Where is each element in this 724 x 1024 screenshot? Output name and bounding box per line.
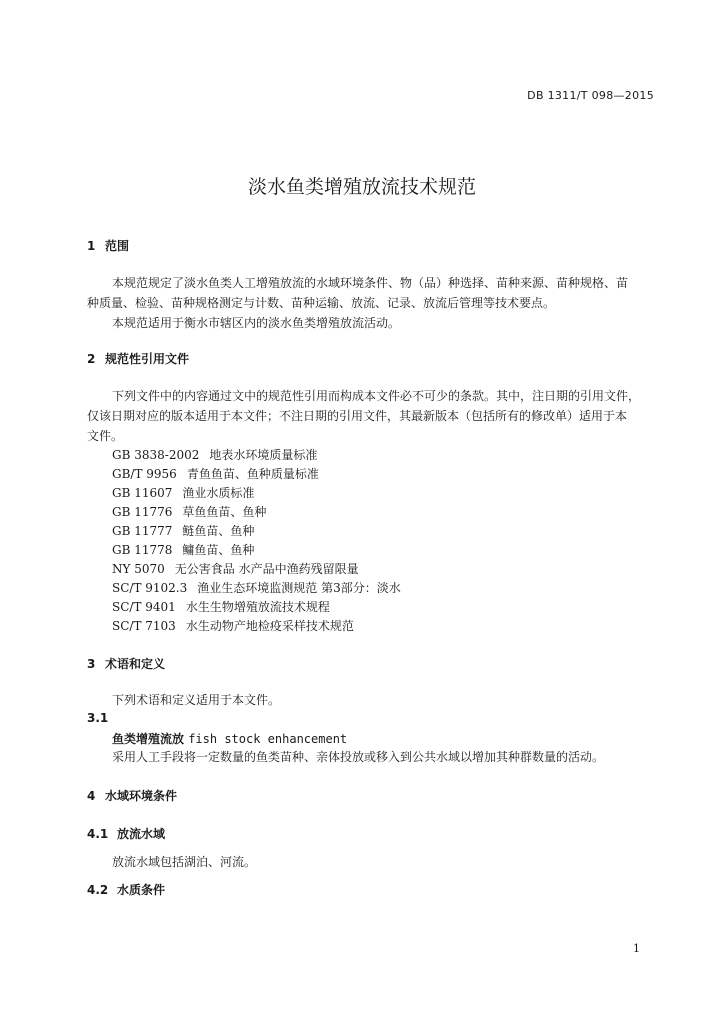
term-chinese: 鱼类增殖流放 bbox=[112, 732, 185, 746]
reference-item: NY 5070 无公害食品 水产品中渔药残留限量 bbox=[112, 562, 359, 576]
paragraph-line: 文件。 bbox=[87, 429, 124, 443]
term-definition: 采用人工手段将一定数量的鱼类苗种、亲体投放或移入到公共水域以增加其种群数量的活动。 bbox=[112, 750, 605, 764]
subsection-4-2-heading bbox=[87, 881, 165, 898]
section-number: 4 bbox=[87, 789, 96, 803]
paragraph-line: 本规范规定了淡水鱼类人工增殖放流的水域环境条件、物（品）种选择、苗种来源、苗种规格、苗 bbox=[112, 276, 629, 290]
paragraph-line: 仅该日期对应的版本适用于本文件；不注日期的引用文件，其最新版本（包括所有的修改单）适用于本 bbox=[87, 409, 628, 423]
term-entry bbox=[112, 730, 347, 747]
section-3-heading bbox=[87, 655, 165, 672]
reference-item: GB 11776 草鱼鱼苗、鱼种 bbox=[112, 505, 267, 519]
reference-item: SC/T 7103 水生动物产地检疫采样技术规范 bbox=[112, 619, 354, 633]
section-title: 范围 bbox=[105, 239, 130, 253]
document-number: DB 1311/T 098—2015 bbox=[527, 89, 654, 102]
subsection-4-1-heading bbox=[87, 825, 165, 842]
subsection-3-1-number: 3.1 bbox=[87, 711, 109, 725]
section-title: 术语和定义 bbox=[105, 657, 166, 671]
section-title: 规范性引用文件 bbox=[105, 352, 190, 366]
subsection-title: 水质条件 bbox=[117, 883, 166, 897]
term-english: fish stock enhancement bbox=[188, 732, 348, 746]
section-1-heading bbox=[87, 237, 129, 254]
reference-item: GB 11778 鳙鱼苗、鱼种 bbox=[112, 543, 255, 557]
reference-item: SC/T 9401 水生生物增殖放流技术规程 bbox=[112, 600, 330, 614]
page-number: 1 bbox=[633, 942, 640, 955]
paragraph-line: 下列术语和定义适用于本文件。 bbox=[112, 693, 281, 707]
section-number: 3 bbox=[87, 657, 96, 671]
paragraph-line: 种质量、检验、苗种规格测定与计数、苗种运输、放流、记录、放流后管理等技术要点。 bbox=[87, 296, 556, 310]
section-title: 水域环境条件 bbox=[105, 789, 178, 803]
subsection-number: 4.1 bbox=[87, 827, 109, 841]
paragraph-line: 下列文件中的内容通过文中的规范性引用而构成本文件必不可少的条款。其中，注日期的引用文件， bbox=[112, 389, 641, 403]
paragraph-line: 本规范适用于衡水市辖区内的淡水鱼类增殖放流活动。 bbox=[112, 316, 401, 330]
section-4-heading bbox=[87, 787, 177, 804]
reference-item: SC/T 9102.3 渔业生态环境监测规范 第3部分：淡水 bbox=[112, 581, 401, 595]
subsection-number: 4.2 bbox=[87, 883, 109, 897]
section-number: 1 bbox=[87, 239, 96, 253]
reference-item: GB 11607 渔业水质标准 bbox=[112, 486, 255, 500]
subsection-title: 放流水域 bbox=[117, 827, 166, 841]
paragraph-line: 放流水域包括湖泊、河流。 bbox=[112, 855, 257, 869]
reference-item: GB/T 9956 青鱼鱼苗、鱼种质量标准 bbox=[112, 467, 319, 481]
reference-item: GB 11777 鲢鱼苗、鱼种 bbox=[112, 524, 255, 538]
reference-item: GB 3838-2002 地表水环境质量标准 bbox=[112, 448, 318, 462]
section-2-heading bbox=[87, 350, 189, 367]
section-number: 2 bbox=[87, 352, 96, 366]
page-title: 淡水鱼类增殖放流技术规范 bbox=[247, 176, 476, 198]
